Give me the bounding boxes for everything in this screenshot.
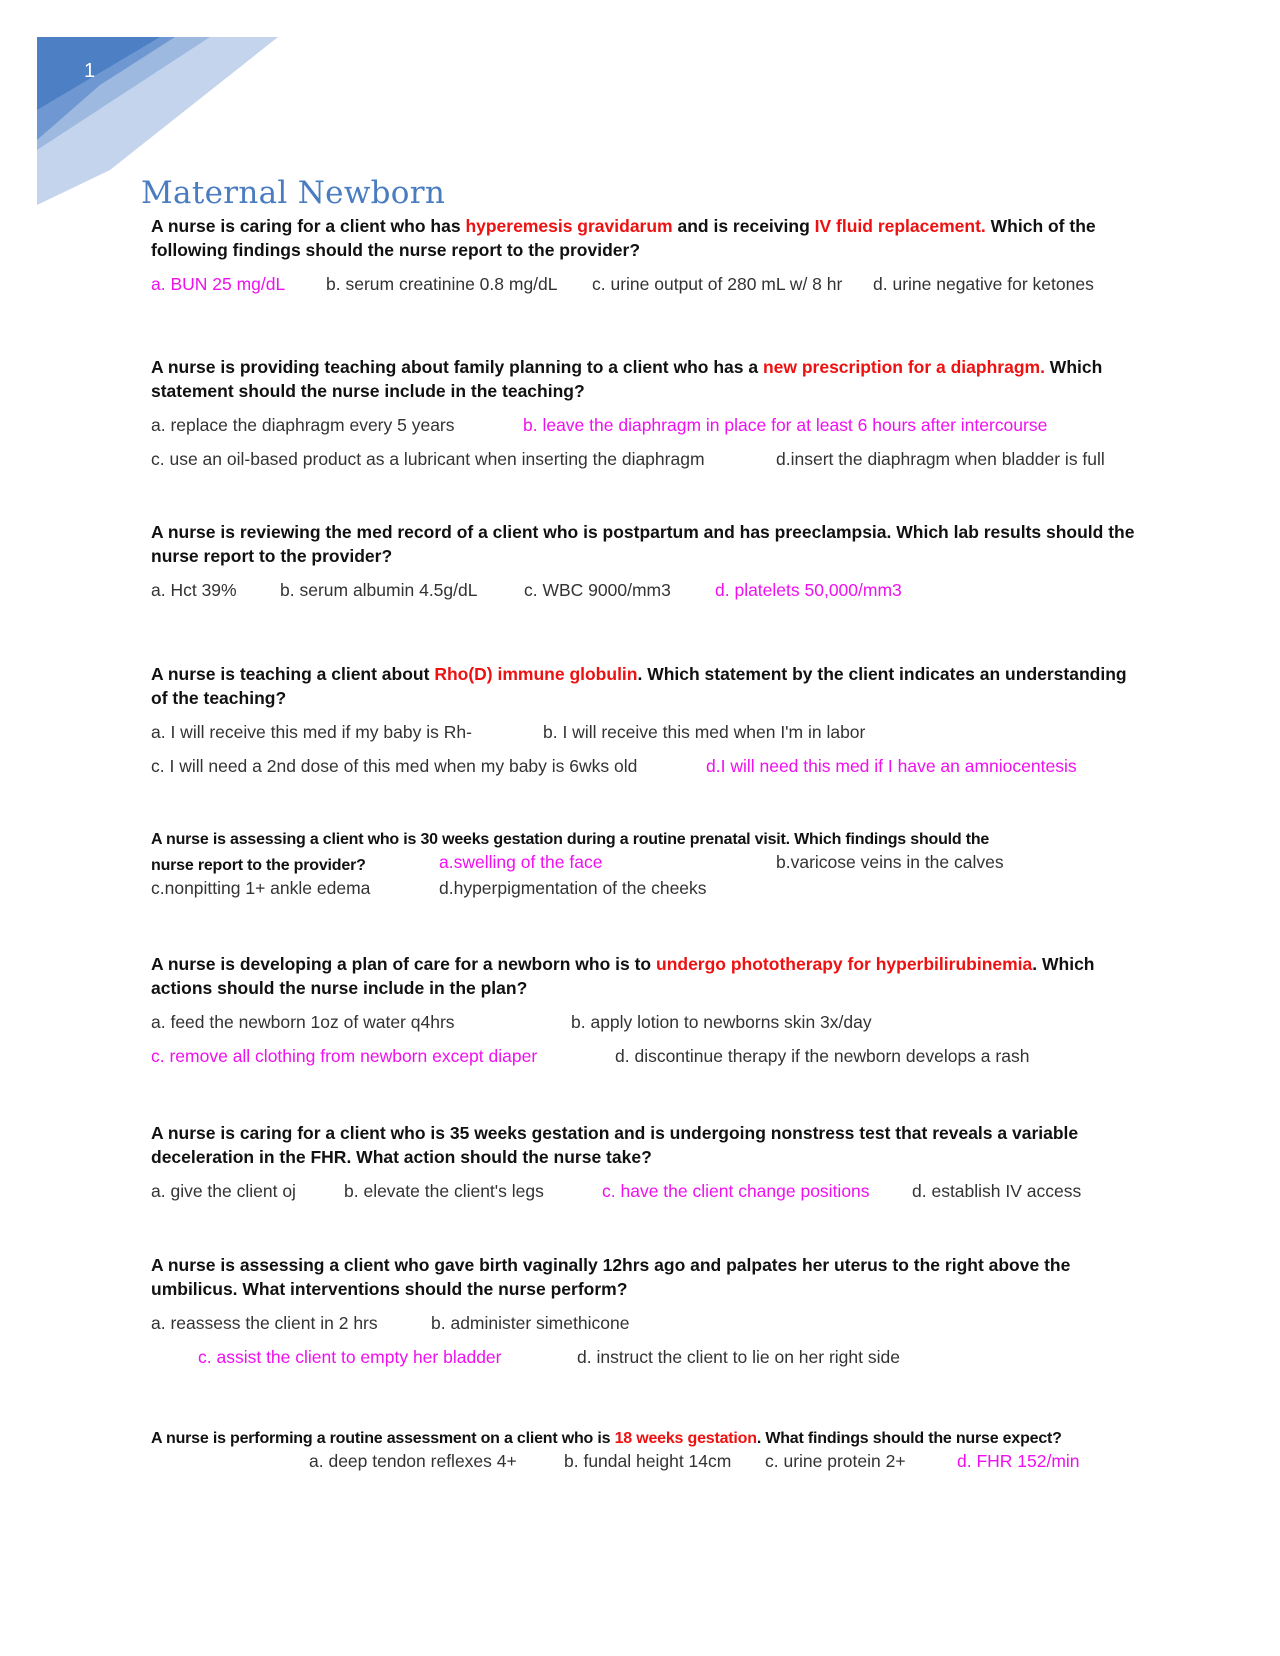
option-b: b. I will receive this med when I'm in labor <box>543 722 866 742</box>
question-1 <box>151 214 1141 308</box>
option-a: a. I will receive this med if my baby is Rh- <box>151 722 472 742</box>
highlight: Rho(D) immune globulin <box>434 664 638 684</box>
highlight: IV fluid replacement. <box>814 216 986 236</box>
option-row <box>151 756 1141 790</box>
option-row <box>151 1451 1161 1485</box>
option-c-answer: c. assist the client to empty her bladder <box>198 1347 502 1367</box>
option-b: b. administer simethicone <box>431 1313 630 1333</box>
option-c: c. urine output of 280 mL w/ 8 hr <box>592 274 843 294</box>
option-a-answer: a.swelling of the face <box>439 852 603 872</box>
option-row <box>151 852 1141 878</box>
highlight: hyperemesis gravidarum <box>465 216 673 236</box>
option-d: d.hyperpigmentation of the cheeks <box>439 878 707 898</box>
question-stem: A nurse is reviewing the med record of a client who is postpartum and has preeclampsia. Which lab results should the nurse report to the provider? <box>151 522 1135 566</box>
question-stem: A nurse is providing teaching about family planning to a client who has a new prescription for a diaphragm. Which statement should the nurse include in the teaching? <box>151 357 1103 401</box>
highlight: new prescription for a diaphragm. <box>762 357 1045 377</box>
option-d: d. urine negative for ketones <box>873 274 1094 294</box>
question-2 <box>151 355 1141 483</box>
option-a-answer: a. BUN 25 mg/dL <box>151 274 286 294</box>
question-8 <box>151 1253 1141 1381</box>
question-stem: A nurse is caring for a client who has hyperemesis gravidarum and is receiving IV fluid replacement. Which of the following findings should the nurse report to the provider? <box>151 216 1096 260</box>
option-d: d. establish IV access <box>912 1181 1082 1201</box>
option-row <box>151 1046 1141 1080</box>
option-b: b. fundal height 14cm <box>564 1451 732 1471</box>
question-stem: A nurse is assessing a client who gave birth vaginally 12hrs ago and palpates her uterus to the right above the umbilicus. What interventions should the nurse perform? <box>151 1255 1071 1299</box>
option-d: d. instruct the client to lie on her right side <box>577 1347 900 1367</box>
option-b: b. elevate the client's legs <box>344 1181 544 1201</box>
highlight: 18 weeks gestation <box>614 1430 757 1447</box>
option-c-answer: c. have the client change positions <box>602 1181 870 1201</box>
option-a: a. Hct 39% <box>151 580 237 600</box>
question-stem: A nurse is caring for a client who is 35 weeks gestation and is undergoing nonstress test that reveals a variable deceleration in the FHR. What action should the nurse take? <box>151 1123 1079 1167</box>
option-b: b. serum creatinine 0.8 mg/dL <box>326 274 558 294</box>
question-3 <box>151 520 1141 614</box>
option-c: c. WBC 9000/mm3 <box>524 580 671 600</box>
option-d-answer: d.I will need this med if I have an amniocentesis <box>706 756 1077 776</box>
option-c-answer: c. remove all clothing from newborn except diaper <box>151 1046 538 1066</box>
highlight: undergo phototherapy for hyperbilirubinemia <box>656 954 1033 974</box>
option-row <box>151 580 1141 614</box>
question-4 <box>151 662 1141 790</box>
question-stem: A nurse is assessing a client who is 30 weeks gestation during a routine prenatal visit. Which findings should the <box>151 831 990 848</box>
option-d-answer: d. FHR 152/min <box>957 1451 1080 1471</box>
option-a: a. give the client oj <box>151 1181 296 1201</box>
option-row <box>151 1313 1141 1347</box>
question-stem: A nurse is developing a plan of care for a newborn who is to undergo phototherapy for hyperbilirubinemia. Which actions should the nurse include in the plan? <box>151 954 1095 998</box>
option-row <box>151 1012 1141 1046</box>
option-row <box>151 274 1141 308</box>
option-c: c. I will need a 2nd dose of this med when my baby is 6wks old <box>151 756 638 776</box>
option-c: c.nonpitting 1+ ankle edema <box>151 878 371 898</box>
option-row <box>151 415 1141 449</box>
option-row <box>151 1181 1141 1215</box>
question-stem: A nurse is performing a routine assessment on a client who is 18 weeks gestation. What findings should the nurse expect? <box>151 1430 1062 1447</box>
option-a: a. replace the diaphragm every 5 years <box>151 415 455 435</box>
page-title: Maternal Newborn <box>141 175 446 211</box>
option-row <box>151 1347 1141 1381</box>
question-6 <box>151 952 1141 1080</box>
option-a: a. deep tendon reflexes 4+ <box>309 1451 517 1471</box>
option-b-answer: b. leave the diaphragm in place for at least 6 hours after intercourse <box>523 415 1048 435</box>
option-d: d. discontinue therapy if the newborn develops a rash <box>615 1046 1030 1066</box>
option-d-answer: d. platelets 50,000/mm3 <box>715 580 902 600</box>
question-9 <box>151 1427 1161 1485</box>
option-b: b. apply lotion to newborns skin 3x/day <box>571 1012 872 1032</box>
option-row <box>151 449 1141 483</box>
option-c: c. use an oil-based product as a lubricant when inserting the diaphragm <box>151 449 705 469</box>
question-5 <box>151 828 1141 912</box>
page-number: 1 <box>84 60 96 82</box>
option-b: b.varicose veins in the calves <box>776 852 1004 872</box>
option-row <box>151 878 1141 912</box>
question-stem-continued: nurse report to the provider? <box>151 857 366 874</box>
question-stem: A nurse is teaching a client about Rho(D) immune globulin. Which statement by the client indicates an understanding of the teaching? <box>151 664 1127 708</box>
option-b: b. serum albumin 4.5g/dL <box>280 580 478 600</box>
option-a: a. feed the newborn 1oz of water q4hrs <box>151 1012 455 1032</box>
option-row <box>151 722 1141 756</box>
option-d: d.insert the diaphragm when bladder is full <box>776 449 1105 469</box>
question-7 <box>151 1121 1141 1215</box>
option-a: a. reassess the client in 2 hrs <box>151 1313 378 1333</box>
option-c: c. urine protein 2+ <box>765 1451 906 1471</box>
